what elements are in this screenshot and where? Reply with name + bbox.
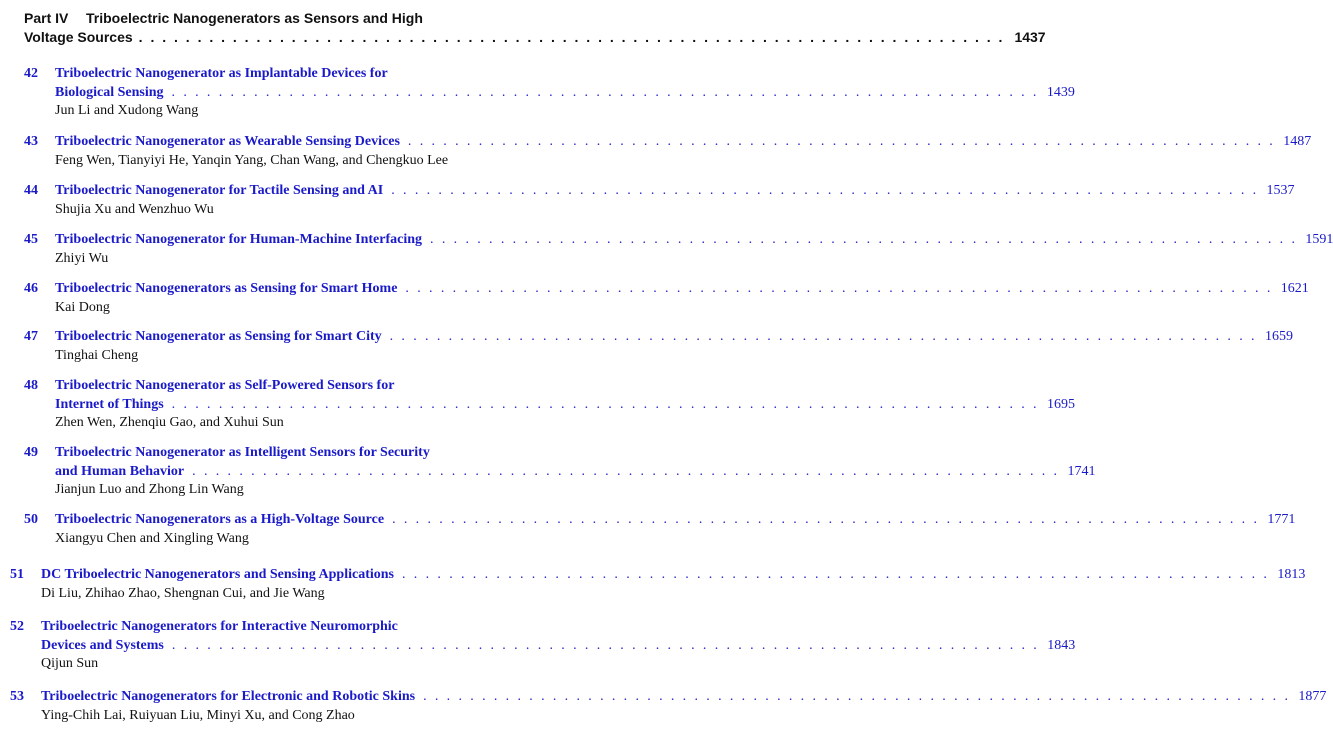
chapter-page-link[interactable]: 1537 — [1266, 183, 1295, 198]
toc-entry-48[interactable] — [24, 377, 1075, 433]
leader-dots: . . . . . . . . . . . . . . . . . . . . . . . . . . . . . . . . . . . . . . . . . . . . . . . . . . . . . . . . . . . . . . . . . . . . . . . . . . — [402, 567, 1270, 582]
leader-dots: . . . . . . . . . . . . . . . . . . . . . . . . . . . . . . . . . . . . . . . . . . . . . . . . . . . . . . . . . . . . . . . . . . . . . . . . . . — [430, 232, 1298, 247]
chapter-authors: Xiangyu Chen and Xingling Wang — [55, 530, 249, 546]
chapter-number: 46 — [24, 281, 38, 296]
leader-dots: . . . . . . . . . . . . . . . . . . . . . . . . . . . . . . . . . . . . . . . . . . . . . . . . . . . . . . . . . . . . . . . . . . . . . . . . . . — [405, 281, 1273, 296]
chapter-authors: Zhiyi Wu — [55, 250, 109, 266]
chapter-number: 45 — [24, 232, 38, 247]
chapter-title-link[interactable]: Triboelectric Nanogenerators as a High-Voltage Source — [55, 512, 385, 527]
leader-dots: . . . . . . . . . . . . . . . . . . . . . . . . . . . . . . . . . . . . . . . . . . . . . . . . . . . . . . . . . . . . . . . . . . . . . . . . . . — [407, 134, 1276, 149]
chapter-number: 52 — [10, 619, 24, 634]
chapter-title-link[interactable]: Biological Sensing — [55, 84, 164, 100]
toc-entry-43[interactable] — [24, 133, 1312, 170]
part-label: Part IV — [24, 10, 69, 26]
chapter-page-link[interactable]: 1659 — [1264, 329, 1293, 344]
chapter-number: 48 — [24, 378, 38, 393]
chapter-number: 50 — [24, 512, 38, 527]
chapter-title-link[interactable]: Triboelectric Nanogenerator as Sensing for Smart City — [55, 329, 382, 344]
toc-entry-44[interactable] — [24, 182, 1295, 219]
chapter-page-link[interactable]: 1843 — [1047, 637, 1076, 653]
part-heading — [24, 9, 1046, 47]
chapter-number: 42 — [24, 66, 38, 81]
chapter-page-link[interactable]: 1771 — [1267, 512, 1296, 527]
chapter-page-link[interactable]: 1487 — [1283, 134, 1312, 149]
chapter-number: 53 — [10, 689, 24, 704]
chapter-title-link[interactable]: Triboelectric Nanogenerator for Tactile Sensing and AI — [55, 183, 384, 198]
chapter-title-link[interactable]: and Human Behavior — [55, 463, 185, 479]
chapter-authors: Qijun Sun — [41, 656, 99, 671]
chapter-authors: Jianjun Luo and Zhong Lin Wang — [55, 482, 244, 497]
chapter-page-link[interactable]: 1813 — [1277, 567, 1306, 582]
chapter-title-link[interactable]: Triboelectric Nanogenerators as Sensing for Smart Home — [55, 281, 398, 296]
chapter-title-link[interactable]: DC Triboelectric Nanogenerators and Sensing Applications — [41, 567, 394, 582]
chapter-authors: Zhen Wen, Zhenqiu Gao, and Xuhui Sun — [55, 415, 284, 430]
chapter-page-link[interactable]: 1877 — [1298, 689, 1327, 704]
chapter-title-link[interactable]: Triboelectric Nanogenerator as Self-Powered Sensors for — [55, 378, 395, 393]
leader-dots: . . . . . . . . . . . . . . . . . . . . . . . . . . . . . . . . . . . . . . . . . . . . . . . . . . . . . . . . . . . . . . . . . . . . . . . . . . — [171, 637, 1040, 653]
chapter-authors: Ying-Chih Lai, Ruiyuan Liu, Minyi Xu, and Cong Zhao — [41, 707, 355, 723]
toc-entry-49[interactable] — [24, 444, 1096, 500]
chapter-page-link[interactable]: 1695 — [1046, 396, 1075, 412]
chapter-number: 51 — [10, 567, 24, 582]
chapter-number: 49 — [24, 445, 38, 460]
chapter-page-link[interactable]: 1439 — [1046, 84, 1075, 100]
leader-dots: . . . . . . . . . . . . . . . . . . . . . . . . . . . . . . . . . . . . . . . . . . . . . . . . . . . . . . . . . . . . . . . . . . . . . . . . . . — [192, 463, 1060, 479]
toc-entry-50[interactable] — [24, 511, 1296, 548]
chapter-title-link[interactable]: Triboelectric Nanogenerator as Intelligent Sensors for Security — [55, 445, 430, 460]
chapter-page-link[interactable]: 1621 — [1280, 281, 1309, 296]
chapter-number: 44 — [24, 183, 38, 198]
chapter-page-link[interactable]: 1591 — [1305, 232, 1333, 247]
leader-dots: . . . . . . . . . . . . . . . . . . . . . . . . . . . . . . . . . . . . . . . . . . . . . . . . . . . . . . . . . . . . . . . . . . . . . . . . . . — [391, 183, 1259, 198]
part-title-line2: Voltage Sources — [24, 29, 133, 45]
toc-entry-45[interactable] — [24, 231, 1333, 268]
chapter-title-link[interactable]: Triboelectric Nanogenerator as Implantable Devices for — [55, 66, 388, 81]
leader-dots: . . . . . . . . . . . . . . . . . . . . . . . . . . . . . . . . . . . . . . . . . . . . . . . . . . . . . . . . . . . . . . . . . . . . . . . . . . — [423, 689, 1291, 704]
leader-dots: . . . . . . . . . . . . . . . . . . . . . . . . . . . . . . . . . . . . . . . . . . . . . . . . . . . . . . . . . . . . . . . . . . . . . . . . . . — [171, 84, 1039, 100]
leader-dots: . . . . . . . . . . . . . . . . . . . . . . . . . . . . . . . . . . . . . . . . . . . . . . . . . . . . . . . . . . . . . . . . . . . . . . . . . . — [171, 396, 1039, 412]
chapter-authors: Kai Dong — [55, 299, 110, 315]
chapter-title-link[interactable]: Triboelectric Nanogenerators for Interactive Neuromorphic — [41, 619, 398, 634]
chapter-title-link[interactable]: Triboelectric Nanogenerator as Wearable Sensing Devices — [55, 134, 400, 149]
toc-entry-51[interactable] — [10, 566, 1306, 603]
chapter-page-link[interactable]: 1741 — [1067, 463, 1096, 479]
chapter-number: 47 — [24, 329, 38, 344]
part-page-number: 1437 — [1014, 29, 1046, 45]
chapter-authors: Feng Wen, Tianyiyi He, Yanqin Yang, Chan Wang, and Chengkuo Lee — [55, 152, 449, 168]
toc-entry-47[interactable] — [24, 328, 1293, 365]
toc-entry-42[interactable] — [24, 65, 1075, 121]
chapter-number: 43 — [24, 134, 38, 149]
toc-entry-46[interactable] — [24, 280, 1309, 317]
toc-entry-52[interactable] — [10, 618, 1076, 674]
chapter-title-link[interactable]: Devices and Systems — [41, 637, 164, 653]
chapter-title-link[interactable]: Internet of Things — [55, 396, 164, 412]
toc-entry-53[interactable] — [10, 688, 1327, 725]
chapter-authors: Di Liu, Zhihao Zhao, Shengnan Cui, and Jie Wang — [41, 585, 325, 601]
leader-dots: . . . . . . . . . . . . . . . . . . . . . . . . . . . . . . . . . . . . . . . . . . . . . . . . . . . . . . . . . . . . . . . . . . . . . . . . . . — [392, 512, 1260, 527]
chapter-title-link[interactable]: Triboelectric Nanogenerators for Electronic and Robotic Skins — [41, 689, 416, 704]
chapter-title-link[interactable]: Triboelectric Nanogenerator for Human-Machine Interfacing — [55, 232, 423, 247]
leader-dots: . . . . . . . . . . . . . . . . . . . . . . . . . . . . . . . . . . . . . . . . . . . . . . . . . . . . . . . . . . . . . . . . . . . . . . . . . . — [389, 329, 1257, 344]
chapter-authors: Shujia Xu and Wenzhuo Wu — [55, 201, 214, 217]
chapter-authors: Tinghai Cheng — [55, 347, 139, 363]
part-leader-dots: . . . . . . . . . . . . . . . . . . . . . . . . . . . . . . . . . . . . . . . . . . . . . . . . . . . . . . . . . . . . . . . . . . . . . . . . . . — [138, 29, 1005, 45]
chapter-authors: Jun Li and Xudong Wang — [55, 103, 199, 118]
part-title-line1: Triboelectric Nanogenerators as Sensors and High — [86, 10, 423, 26]
